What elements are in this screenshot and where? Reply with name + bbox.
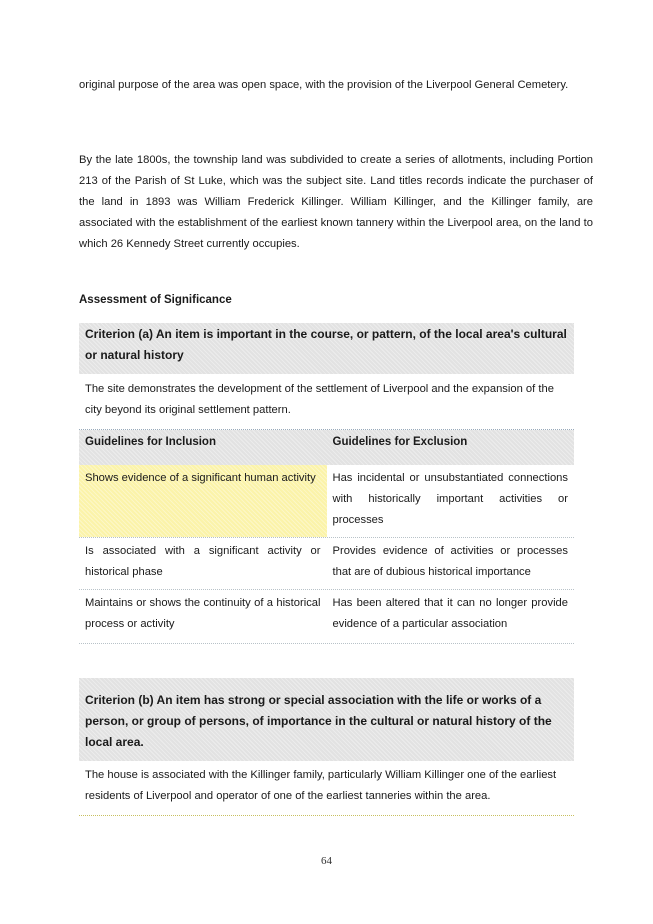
inclusion-header: Guidelines for Inclusion (85, 436, 216, 448)
page-number: 64 (321, 855, 332, 867)
exclusion-cell: Has incidental or unsubstantiated connections with historically important activities or processes (332, 472, 568, 526)
exclusion-cell: Has been altered that it can no longer provide evidence of a particular association (332, 597, 568, 630)
criterion-a-block (79, 323, 574, 644)
criterion-b-title: Criterion (b) An item has strong or special association with the life or works of a person, or group of persons, of importance in the cultural or natural history of the local area. (79, 678, 574, 761)
table-row (79, 538, 574, 590)
table-row (79, 465, 574, 538)
section-heading: Assessment of Significance (79, 294, 232, 306)
criterion-a-description: The site demonstrates the development of the settlement of Liverpool and the expansion of the city beyond its original settlement pattern. (79, 374, 574, 430)
inclusion-cell: Shows evidence of a significant human activity (79, 465, 327, 537)
criterion-a-title: Criterion (a) An item is important in the course, or pattern, of the local area's cultural or natural history (79, 323, 574, 374)
inclusion-cell: Maintains or shows the continuity of a historical process or activity (85, 597, 321, 630)
criterion-b-description: The house is associated with the Killinger family, particularly William Killinger one of the earliest residents of Liverpool and operator of one of the earliest tanneries within the area. (79, 761, 574, 816)
guidelines-header-row (79, 430, 574, 465)
criterion-b-block (79, 678, 574, 816)
exclusion-cell: Provides evidence of activities or processes that are of dubious historical importance (332, 545, 568, 578)
inclusion-cell: Is associated with a significant activity or historical phase (85, 545, 321, 578)
exclusion-header: Guidelines for Exclusion (332, 436, 468, 448)
intro-paragraph-1: original purpose of the area was open space, with the provision of the Liverpool General Cemetery. (79, 79, 569, 91)
intro-paragraph-2: By the late 1800s, the township land was subdivided to create a series of allotments, including Portion 213 of the Parish of St Luke, which was the subject site. Land titles records indicate the purchaser of the land in 1893 was William Frederick Killinger. William Killinger, and the Killinger family, are associated with the establishment of the earliest known tannery within the Liverpool area, on the land to which 26 Kennedy Street currently occupies. (79, 154, 593, 250)
table-row (79, 590, 574, 644)
